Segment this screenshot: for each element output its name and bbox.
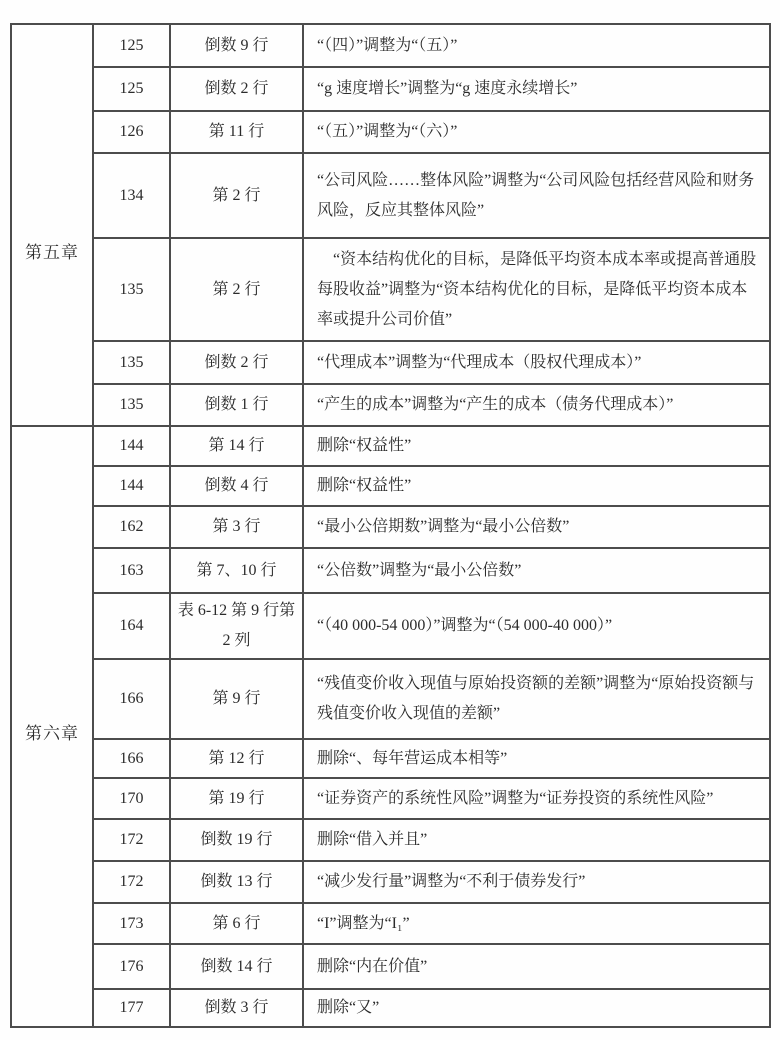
page-cell: 176 [93, 944, 170, 989]
location-cell: 倒数 13 行 [170, 861, 303, 903]
chapter-cell: 第六章 [11, 426, 93, 1027]
page-cell: 163 [93, 548, 170, 593]
table-row [11, 739, 770, 778]
description-cell: “公倍数”调整为“最小公倍数” [303, 548, 770, 593]
location-cell: 倒数 9 行 [170, 24, 303, 67]
description-cell: “公司风险……整体风险”调整为“公司风险包括经营风险和财务风险，反应其整体风险” [303, 153, 770, 238]
description-cell: 删除“权益性” [303, 426, 770, 466]
table-row [11, 778, 770, 819]
description-cell: “资本结构优化的目标，是降低平均资本成本率或提高普通股每股收益”调整为“资本结构优化的目标，是降低平均资本成本率或提升公司价值” [303, 238, 770, 341]
page-cell: 172 [93, 861, 170, 903]
page-cell: 164 [93, 593, 170, 659]
chapter-cell: 第五章 [11, 24, 93, 426]
location-cell: 倒数 19 行 [170, 819, 303, 861]
description-cell: 删除“权益性” [303, 466, 770, 506]
table-row [11, 819, 770, 861]
page-cell: 162 [93, 506, 170, 548]
description-cell: 删除“又” [303, 989, 770, 1027]
location-cell: 倒数 1 行 [170, 384, 303, 426]
location-cell: 第 6 行 [170, 903, 303, 944]
location-cell: 第 11 行 [170, 111, 303, 153]
location-cell: 第 9 行 [170, 659, 303, 739]
table-row [11, 548, 770, 593]
table-row [11, 944, 770, 989]
table-row [11, 659, 770, 739]
description-cell: “证券资产的系统性风险”调整为“证券投资的系统性风险” [303, 778, 770, 819]
table-row [11, 593, 770, 659]
page-cell: 126 [93, 111, 170, 153]
description-cell: “（四）”调整为“（五）” [303, 24, 770, 67]
description-cell: “最小公倍期数”调整为“最小公倍数” [303, 506, 770, 548]
location-cell: 第 12 行 [170, 739, 303, 778]
page-cell: 135 [93, 341, 170, 384]
table-row [11, 384, 770, 426]
table-row [11, 153, 770, 238]
table-row [11, 903, 770, 944]
table-row [11, 426, 770, 466]
location-cell: 倒数 3 行 [170, 989, 303, 1027]
description-cell: “产生的成本”调整为“产生的成本（债务代理成本）” [303, 384, 770, 426]
table-row [11, 341, 770, 384]
location-cell: 倒数 2 行 [170, 341, 303, 384]
location-cell: 第 2 行 [170, 153, 303, 238]
location-cell: 倒数 2 行 [170, 67, 303, 111]
location-cell: 第 14 行 [170, 426, 303, 466]
page-cell: 166 [93, 739, 170, 778]
table-row [11, 861, 770, 903]
location-cell: 第 7、10 行 [170, 548, 303, 593]
table-row [11, 67, 770, 111]
description-cell: “减少发行量”调整为“不利于债券发行” [303, 861, 770, 903]
description-cell: 删除“、每年营运成本相等” [303, 739, 770, 778]
page-cell: 134 [93, 153, 170, 238]
description-cell: “残值变价收入现值与原始投资额的差额”调整为“原始投资额与残值变价收入现值的差额” [303, 659, 770, 739]
location-cell: 第 19 行 [170, 778, 303, 819]
table-row [11, 238, 770, 341]
location-cell: 倒数 14 行 [170, 944, 303, 989]
description-cell: “（五）”调整为“（六）” [303, 111, 770, 153]
table-row [11, 24, 770, 67]
page-cell: 177 [93, 989, 170, 1027]
table-row [11, 466, 770, 506]
page-cell: 172 [93, 819, 170, 861]
description-cell: “代理成本”调整为“代理成本（股权代理成本）” [303, 341, 770, 384]
description-cell: “g 速度增长”调整为“g 速度永续增长” [303, 67, 770, 111]
description-cell: “I”调整为“I₁” [303, 903, 770, 944]
page-cell: 135 [93, 384, 170, 426]
page-cell: 166 [93, 659, 170, 739]
page-cell: 144 [93, 426, 170, 466]
page-cell: 144 [93, 466, 170, 506]
location-cell: 第 2 行 [170, 238, 303, 341]
location-cell: 第 3 行 [170, 506, 303, 548]
location-cell: 表 6-12 第 9 行第 2 列 [170, 593, 303, 659]
table-row [11, 506, 770, 548]
location-cell: 倒数 4 行 [170, 466, 303, 506]
description-cell: 删除“内在价值” [303, 944, 770, 989]
page-cell: 125 [93, 24, 170, 67]
page-cell: 173 [93, 903, 170, 944]
table-row [11, 111, 770, 153]
description-cell: “（40 000-54 000）”调整为“（54 000-40 000）” [303, 593, 770, 659]
page-cell: 125 [93, 67, 170, 111]
description-cell: 删除“借入并且” [303, 819, 770, 861]
table-row [11, 989, 770, 1027]
page-cell: 170 [93, 778, 170, 819]
page-cell: 135 [93, 238, 170, 341]
errata-table [10, 23, 771, 1028]
